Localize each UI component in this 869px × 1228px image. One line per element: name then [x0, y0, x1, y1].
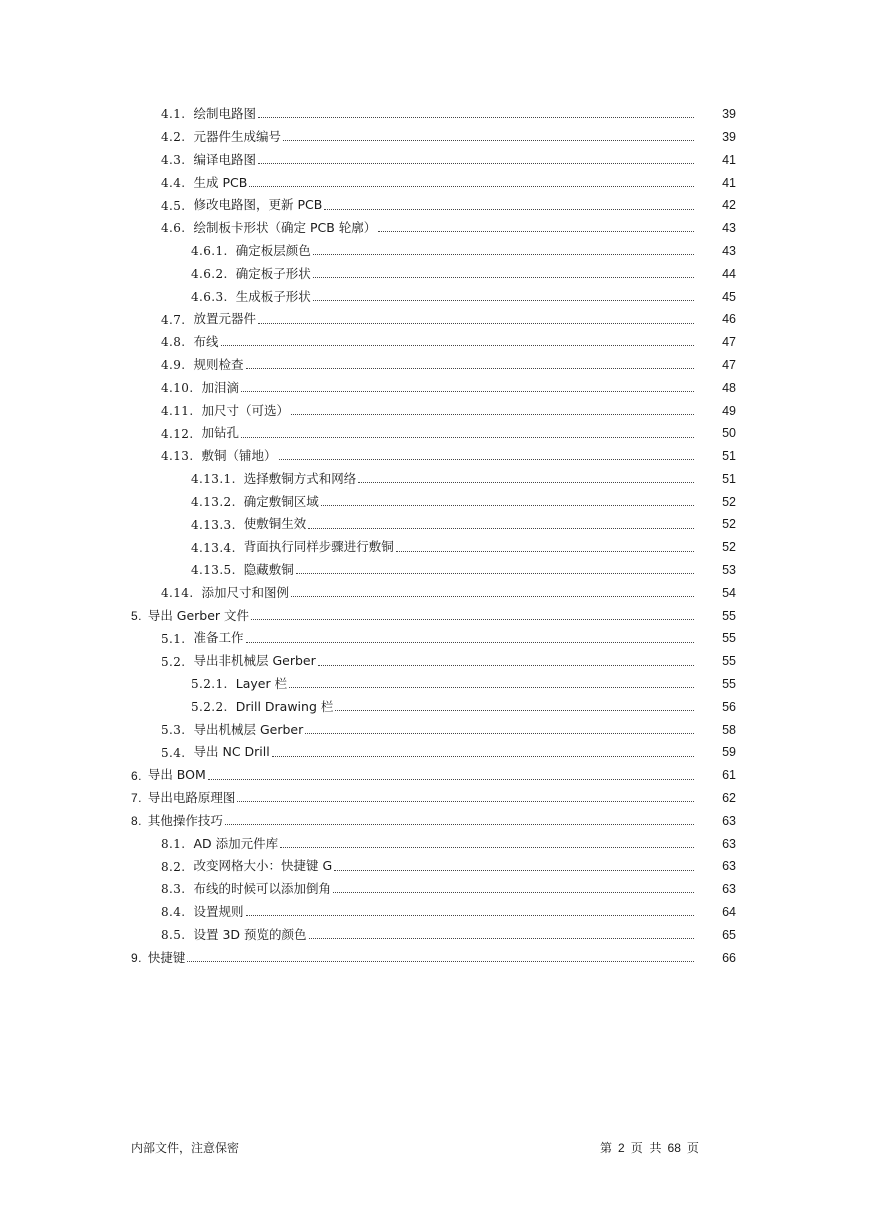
- toc-entry-page: 39: [722, 107, 736, 122]
- toc-entry-title: 加尺寸（可选）: [201, 402, 290, 418]
- footer-confidential-note: 内部文件，注意保密: [131, 1141, 240, 1155]
- toc-entry[interactable]: [0, 810, 869, 833]
- toc-entry-page: 63: [722, 859, 736, 874]
- toc-dot-leader: [249, 185, 694, 187]
- toc-entry-page: 39: [722, 129, 736, 144]
- toc-entry[interactable]: [0, 946, 869, 969]
- toc-entry-title: 绘制电路图: [193, 106, 257, 122]
- toc-entry-title: 其他操作技巧: [147, 812, 223, 828]
- toc-entry-page: 66: [722, 950, 736, 965]
- toc-entry[interactable]: [0, 764, 869, 787]
- page-prefix: 第: [600, 1141, 613, 1155]
- toc-entry-page: 49: [722, 403, 736, 418]
- toc-dot-leader: [258, 322, 694, 324]
- toc-entry-number: 4.10.: [161, 380, 194, 395]
- toc-entry[interactable]: [0, 217, 869, 240]
- toc-entry-number: 4.13.4.: [191, 540, 236, 555]
- toc-entry-title: 生成 PCB: [193, 174, 248, 190]
- toc-entry[interactable]: [0, 536, 869, 559]
- toc-entry-page: 45: [722, 289, 736, 304]
- toc-dot-leader: [246, 641, 694, 643]
- toc-dot-leader: [208, 778, 694, 780]
- toc-entry[interactable]: [0, 445, 869, 468]
- toc-entry-number: 5.2.: [161, 654, 186, 669]
- total-page-number: 68: [667, 1141, 681, 1155]
- page-suffix: 页: [686, 1141, 699, 1155]
- toc-entry-number: 5.4.: [161, 745, 186, 760]
- toc-entry-number: 4.14.: [161, 586, 194, 601]
- toc-entry-number: 4.9.: [161, 358, 186, 373]
- toc-entry-page: 43: [722, 243, 736, 258]
- toc-entry-title: 确定板子形状: [235, 265, 311, 281]
- toc-entry-number: 8.: [131, 814, 142, 829]
- toc-dot-leader: [246, 367, 694, 369]
- toc-entry-page: 51: [722, 471, 736, 486]
- toc-entry[interactable]: [0, 354, 869, 377]
- toc-entry[interactable]: [0, 491, 869, 514]
- toc-entry[interactable]: [0, 468, 869, 491]
- toc-entry-title: 规则检查: [193, 356, 244, 372]
- toc-entry-number: 4.6.: [161, 221, 186, 236]
- toc-entry[interactable]: [0, 787, 869, 810]
- toc-entry-page: 65: [722, 927, 736, 942]
- toc-entry-title: 快捷键: [147, 949, 186, 965]
- toc-entry-title: 导出电路原理图: [147, 790, 236, 806]
- toc-entry-number: 4.3.: [161, 152, 186, 167]
- toc-entry-number: 4.13.5.: [191, 563, 236, 578]
- toc-entry-number: 4.11.: [161, 403, 194, 418]
- toc-entry-number: 5.2.2.: [191, 700, 228, 715]
- toc-entry[interactable]: [0, 513, 869, 536]
- toc-entry[interactable]: [0, 171, 869, 194]
- toc-entry-page: 47: [722, 335, 736, 350]
- toc-dot-leader: [289, 686, 694, 688]
- toc-dot-leader: [221, 344, 694, 346]
- toc-entry-number: 4.6.2.: [191, 266, 228, 281]
- toc-entry-title: 导出 NC Drill: [193, 744, 270, 760]
- toc-entry[interactable]: [0, 673, 869, 696]
- toc-entry[interactable]: [0, 901, 869, 924]
- toc-entry-page: 62: [722, 791, 736, 806]
- toc-dot-leader: [335, 709, 694, 711]
- toc-entry[interactable]: [0, 126, 869, 149]
- toc-dot-leader: [283, 139, 694, 141]
- toc-dot-leader: [251, 618, 694, 620]
- toc-entry-number: 8.5.: [161, 928, 186, 943]
- toc-entry[interactable]: [0, 833, 869, 856]
- toc-entry-number: 4.8.: [161, 335, 186, 350]
- toc-entry-number: 4.13.3.: [191, 517, 236, 532]
- toc-entry-number: 5.1.: [161, 631, 186, 646]
- toc-entry-number: 4.1.: [161, 107, 186, 122]
- toc-dot-leader: [378, 230, 694, 232]
- toc-entry-number: 4.13.1.: [191, 472, 236, 487]
- toc-dot-leader: [334, 869, 694, 871]
- toc-dot-leader: [187, 960, 694, 962]
- toc-entry[interactable]: [0, 103, 869, 126]
- toc-dot-leader: [241, 390, 694, 392]
- toc-entry[interactable]: [0, 559, 869, 582]
- toc-entry-page: 53: [722, 563, 736, 578]
- toc-entry-title: AD 添加元件库: [193, 835, 279, 851]
- footer-page-indicator: [600, 1139, 699, 1156]
- toc-entry[interactable]: [0, 924, 869, 947]
- toc-entry-page: 59: [722, 745, 736, 760]
- toc-entry-number: 7.: [131, 791, 142, 806]
- toc-entry-number: 4.2.: [161, 130, 186, 145]
- toc-entry[interactable]: [0, 696, 869, 719]
- toc-entry-page: 63: [722, 882, 736, 897]
- toc-entry[interactable]: [0, 285, 869, 308]
- toc-entry-title: 加泪滴: [201, 379, 240, 395]
- toc-entry-page: 58: [722, 722, 736, 737]
- toc-entry-title: 导出 BOM: [147, 767, 206, 783]
- toc-entry-title: 生成板子形状: [235, 288, 311, 304]
- toc-dot-leader: [313, 276, 694, 278]
- toc-entry-page: 42: [722, 198, 736, 213]
- toc-dot-leader: [291, 595, 694, 597]
- toc-entry-title: 修改电路图，更新 PCB: [193, 197, 323, 213]
- toc-dot-leader: [324, 208, 694, 210]
- toc-entry[interactable]: [0, 331, 869, 354]
- toc-entry-title: 导出机械层 Gerber: [193, 721, 304, 737]
- toc-entry[interactable]: [0, 855, 869, 878]
- toc-entry-number: 9.: [131, 950, 142, 965]
- toc-entry-number: 4.13.2.: [191, 494, 236, 509]
- toc-dot-leader: [313, 253, 694, 255]
- toc-entry[interactable]: [0, 194, 869, 217]
- toc-entry-title: 设置 3D 预览的颜色: [193, 926, 307, 942]
- toc-entry-page: 46: [722, 312, 736, 327]
- toc-dot-leader: [396, 550, 694, 552]
- toc-entry-number: 5.3.: [161, 722, 186, 737]
- toc-dot-leader: [225, 823, 694, 825]
- toc-entry-number: 8.3.: [161, 882, 186, 897]
- toc-entry-number: 8.1.: [161, 836, 186, 851]
- table-of-contents: [0, 103, 869, 969]
- toc-entry-title: 布线: [193, 334, 219, 350]
- toc-entry-title: 确定板层颜色: [235, 242, 311, 258]
- toc-dot-leader: [358, 481, 694, 483]
- toc-entry-page: 54: [722, 585, 736, 600]
- toc-entry[interactable]: [0, 377, 869, 400]
- toc-entry-title: 设置规则: [193, 904, 244, 920]
- toc-entry-page: 43: [722, 221, 736, 236]
- toc-dot-leader: [333, 891, 694, 893]
- toc-entry-title: 绘制板卡形状（确定 PCB 轮廓）: [193, 220, 377, 236]
- toc-entry-title: 隐藏敷铜: [243, 562, 294, 578]
- toc-dot-leader: [272, 755, 694, 757]
- toc-entry-number: 4.7.: [161, 312, 186, 327]
- toc-entry-page: 61: [722, 768, 736, 783]
- toc-entry-title: 元器件生成编号: [193, 128, 282, 144]
- toc-dot-leader: [318, 664, 694, 666]
- toc-entry[interactable]: [0, 741, 869, 764]
- toc-entry-page: 41: [722, 175, 736, 190]
- toc-entry-title: 放置元器件: [193, 311, 257, 327]
- toc-entry-page: 64: [722, 905, 736, 920]
- toc-entry-number: 8.4.: [161, 905, 186, 920]
- toc-entry-page: 55: [722, 631, 736, 646]
- toc-entry[interactable]: [0, 627, 869, 650]
- toc-entry-title: Layer 栏: [235, 676, 288, 692]
- toc-entry-page: 51: [722, 449, 736, 464]
- toc-entry-title: 加钻孔: [201, 425, 240, 441]
- toc-entry-page: 50: [722, 426, 736, 441]
- toc-entry-number: 5.: [131, 608, 142, 623]
- toc-entry-title: 准备工作: [193, 630, 244, 646]
- toc-entry-title: 编译电路图: [193, 151, 257, 167]
- toc-dot-leader: [246, 914, 694, 916]
- toc-entry[interactable]: [0, 240, 869, 263]
- toc-entry-number: 6.: [131, 768, 142, 783]
- toc-entry-title: 确定敷铜区域: [243, 493, 319, 509]
- toc-entry-number: 4.5.: [161, 198, 186, 213]
- toc-entry-page: 52: [722, 494, 736, 509]
- toc-entry-page: 47: [722, 357, 736, 372]
- toc-entry-number: 4.13.: [161, 449, 194, 464]
- page-mid: 页 共: [630, 1141, 662, 1155]
- toc-entry-title: 导出非机械层 Gerber: [193, 653, 316, 669]
- toc-dot-leader: [241, 436, 694, 438]
- toc-dot-leader: [309, 937, 694, 939]
- toc-entry-page: 55: [722, 677, 736, 692]
- toc-entry-page: 52: [722, 517, 736, 532]
- toc-dot-leader: [279, 458, 694, 460]
- toc-dot-leader: [258, 162, 694, 164]
- toc-entry-number: 8.2.: [161, 859, 186, 874]
- toc-entry[interactable]: [0, 263, 869, 286]
- toc-entry-title: 背面执行同样步骤进行敷铜: [243, 539, 394, 555]
- toc-entry-page: 52: [722, 540, 736, 555]
- toc-entry[interactable]: [0, 422, 869, 445]
- toc-entry-number: 4.12.: [161, 426, 194, 441]
- toc-entry[interactable]: [0, 582, 869, 605]
- toc-entry-page: 44: [722, 266, 736, 281]
- toc-dot-leader: [308, 527, 694, 529]
- toc-entry[interactable]: [0, 878, 869, 901]
- toc-entry[interactable]: [0, 149, 869, 172]
- toc-entry-page: 48: [722, 380, 736, 395]
- toc-entry[interactable]: [0, 399, 869, 422]
- toc-entry-page: 63: [722, 836, 736, 851]
- toc-entry-title: 添加尺寸和图例: [201, 584, 290, 600]
- current-page-number: 2: [618, 1141, 625, 1155]
- toc-entry[interactable]: [0, 605, 869, 628]
- toc-dot-leader: [296, 572, 694, 574]
- toc-entry-title: Drill Drawing 栏: [235, 698, 334, 714]
- toc-entry-number: 4.6.1.: [191, 244, 228, 259]
- toc-entry-title: 布线的时候可以添加倒角: [193, 881, 332, 897]
- toc-entry-number: 4.6.3.: [191, 289, 228, 304]
- toc-entry[interactable]: [0, 719, 869, 742]
- toc-dot-leader: [280, 846, 694, 848]
- toc-entry-page: 41: [722, 152, 736, 167]
- toc-entry-title: 选择敷铜方式和网络: [243, 470, 357, 486]
- toc-entry[interactable]: [0, 308, 869, 331]
- toc-entry-number: 5.2.1.: [191, 677, 228, 692]
- toc-entry-title: 敷铜（铺地）: [201, 448, 277, 464]
- toc-dot-leader: [313, 299, 694, 301]
- toc-entry[interactable]: [0, 650, 869, 673]
- toc-entry-page: 63: [722, 813, 736, 828]
- toc-entry-page: 56: [722, 699, 736, 714]
- toc-entry-title: 改变网格大小：快捷键 G: [193, 858, 333, 874]
- toc-dot-leader: [237, 800, 694, 802]
- toc-dot-leader: [305, 732, 694, 734]
- toc-entry-title: 使敷铜生效: [243, 516, 307, 532]
- toc-entry-page: 55: [722, 608, 736, 623]
- toc-dot-leader: [291, 413, 694, 415]
- toc-dot-leader: [258, 116, 694, 118]
- toc-entry-number: 4.4.: [161, 175, 186, 190]
- toc-entry-page: 55: [722, 654, 736, 669]
- toc-dot-leader: [321, 504, 694, 506]
- toc-entry-title: 导出 Gerber 文件: [147, 607, 250, 623]
